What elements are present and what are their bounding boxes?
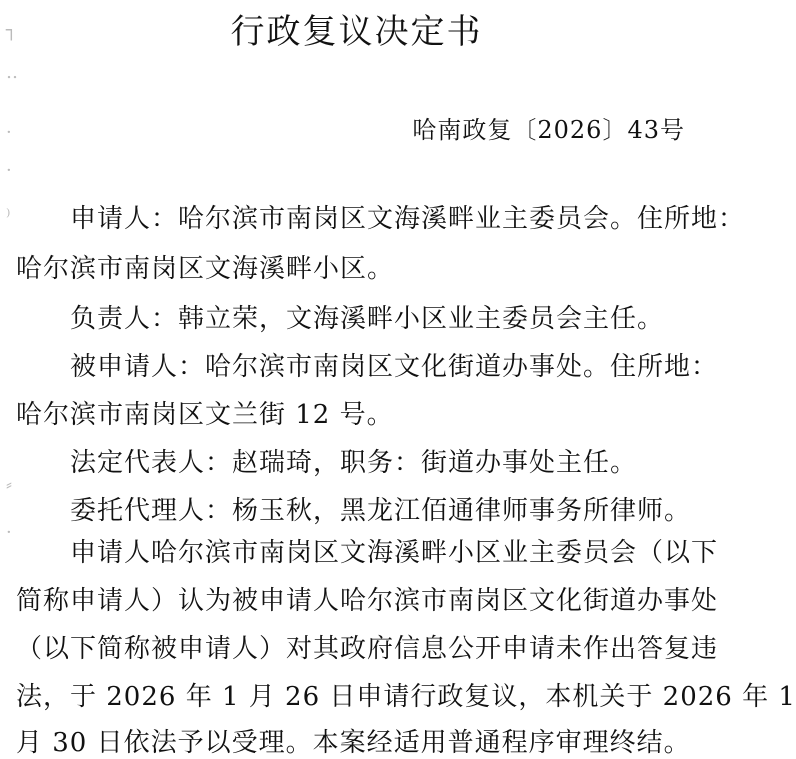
bleed-through-mark: ⁾ [6,206,11,227]
respondent-line: 被申请人：哈尔滨市南岗区文化街道办事处。住所地： [70,352,719,382]
body-paragraph-line: 月 30 日依法予以受理。本案经适用普通程序审理终结。 [16,728,691,758]
applicant-line: 申请人：哈尔滨市南岗区文海溪畔业主委员会。住所地： [70,204,746,234]
legal-representative-line: 法定代表人：赵瑞琦，职务：街道办事处主任。 [70,448,638,478]
bleed-through-mark: · [6,160,12,181]
bleed-through-mark: ┐ [6,20,17,41]
bleed-through-mark: · [6,522,12,543]
body-paragraph-line: （以下简称被申请人）对其政府信息公开申请未作出答复违 [16,634,719,664]
document-number: 哈南政复〔2026〕43号 [412,116,685,144]
bleed-through-mark: ⸗ [6,474,12,495]
responsible-person-line: 负责人：韩立荣，文海溪畔小区业主委员会主任。 [70,304,665,334]
body-paragraph-line: 简称申请人）认为被申请人哈尔滨市南岗区文化街道办事处 [16,586,719,616]
applicant-address-line: 哈尔滨市南岗区文海溪畔小区。 [16,254,395,284]
bleed-through-mark: ‥ [6,62,19,83]
entrusted-agent-line: 委托代理人：杨玉秋，黑龙江佰通律师事务所律师。 [70,496,692,526]
body-paragraph-line: 法，于 2026 年 1 月 26 日申请行政复议，本机关于 2026 年 1 [16,682,796,712]
document-title: 行政复议决定书 [230,12,483,52]
body-paragraph-line: 申请人哈尔滨市南岗区文海溪畔小区业主委员会（以下 [70,538,719,568]
bleed-through-mark: · [6,122,12,143]
respondent-address-line: 哈尔滨市南岗区文兰街 12 号。 [16,400,394,430]
